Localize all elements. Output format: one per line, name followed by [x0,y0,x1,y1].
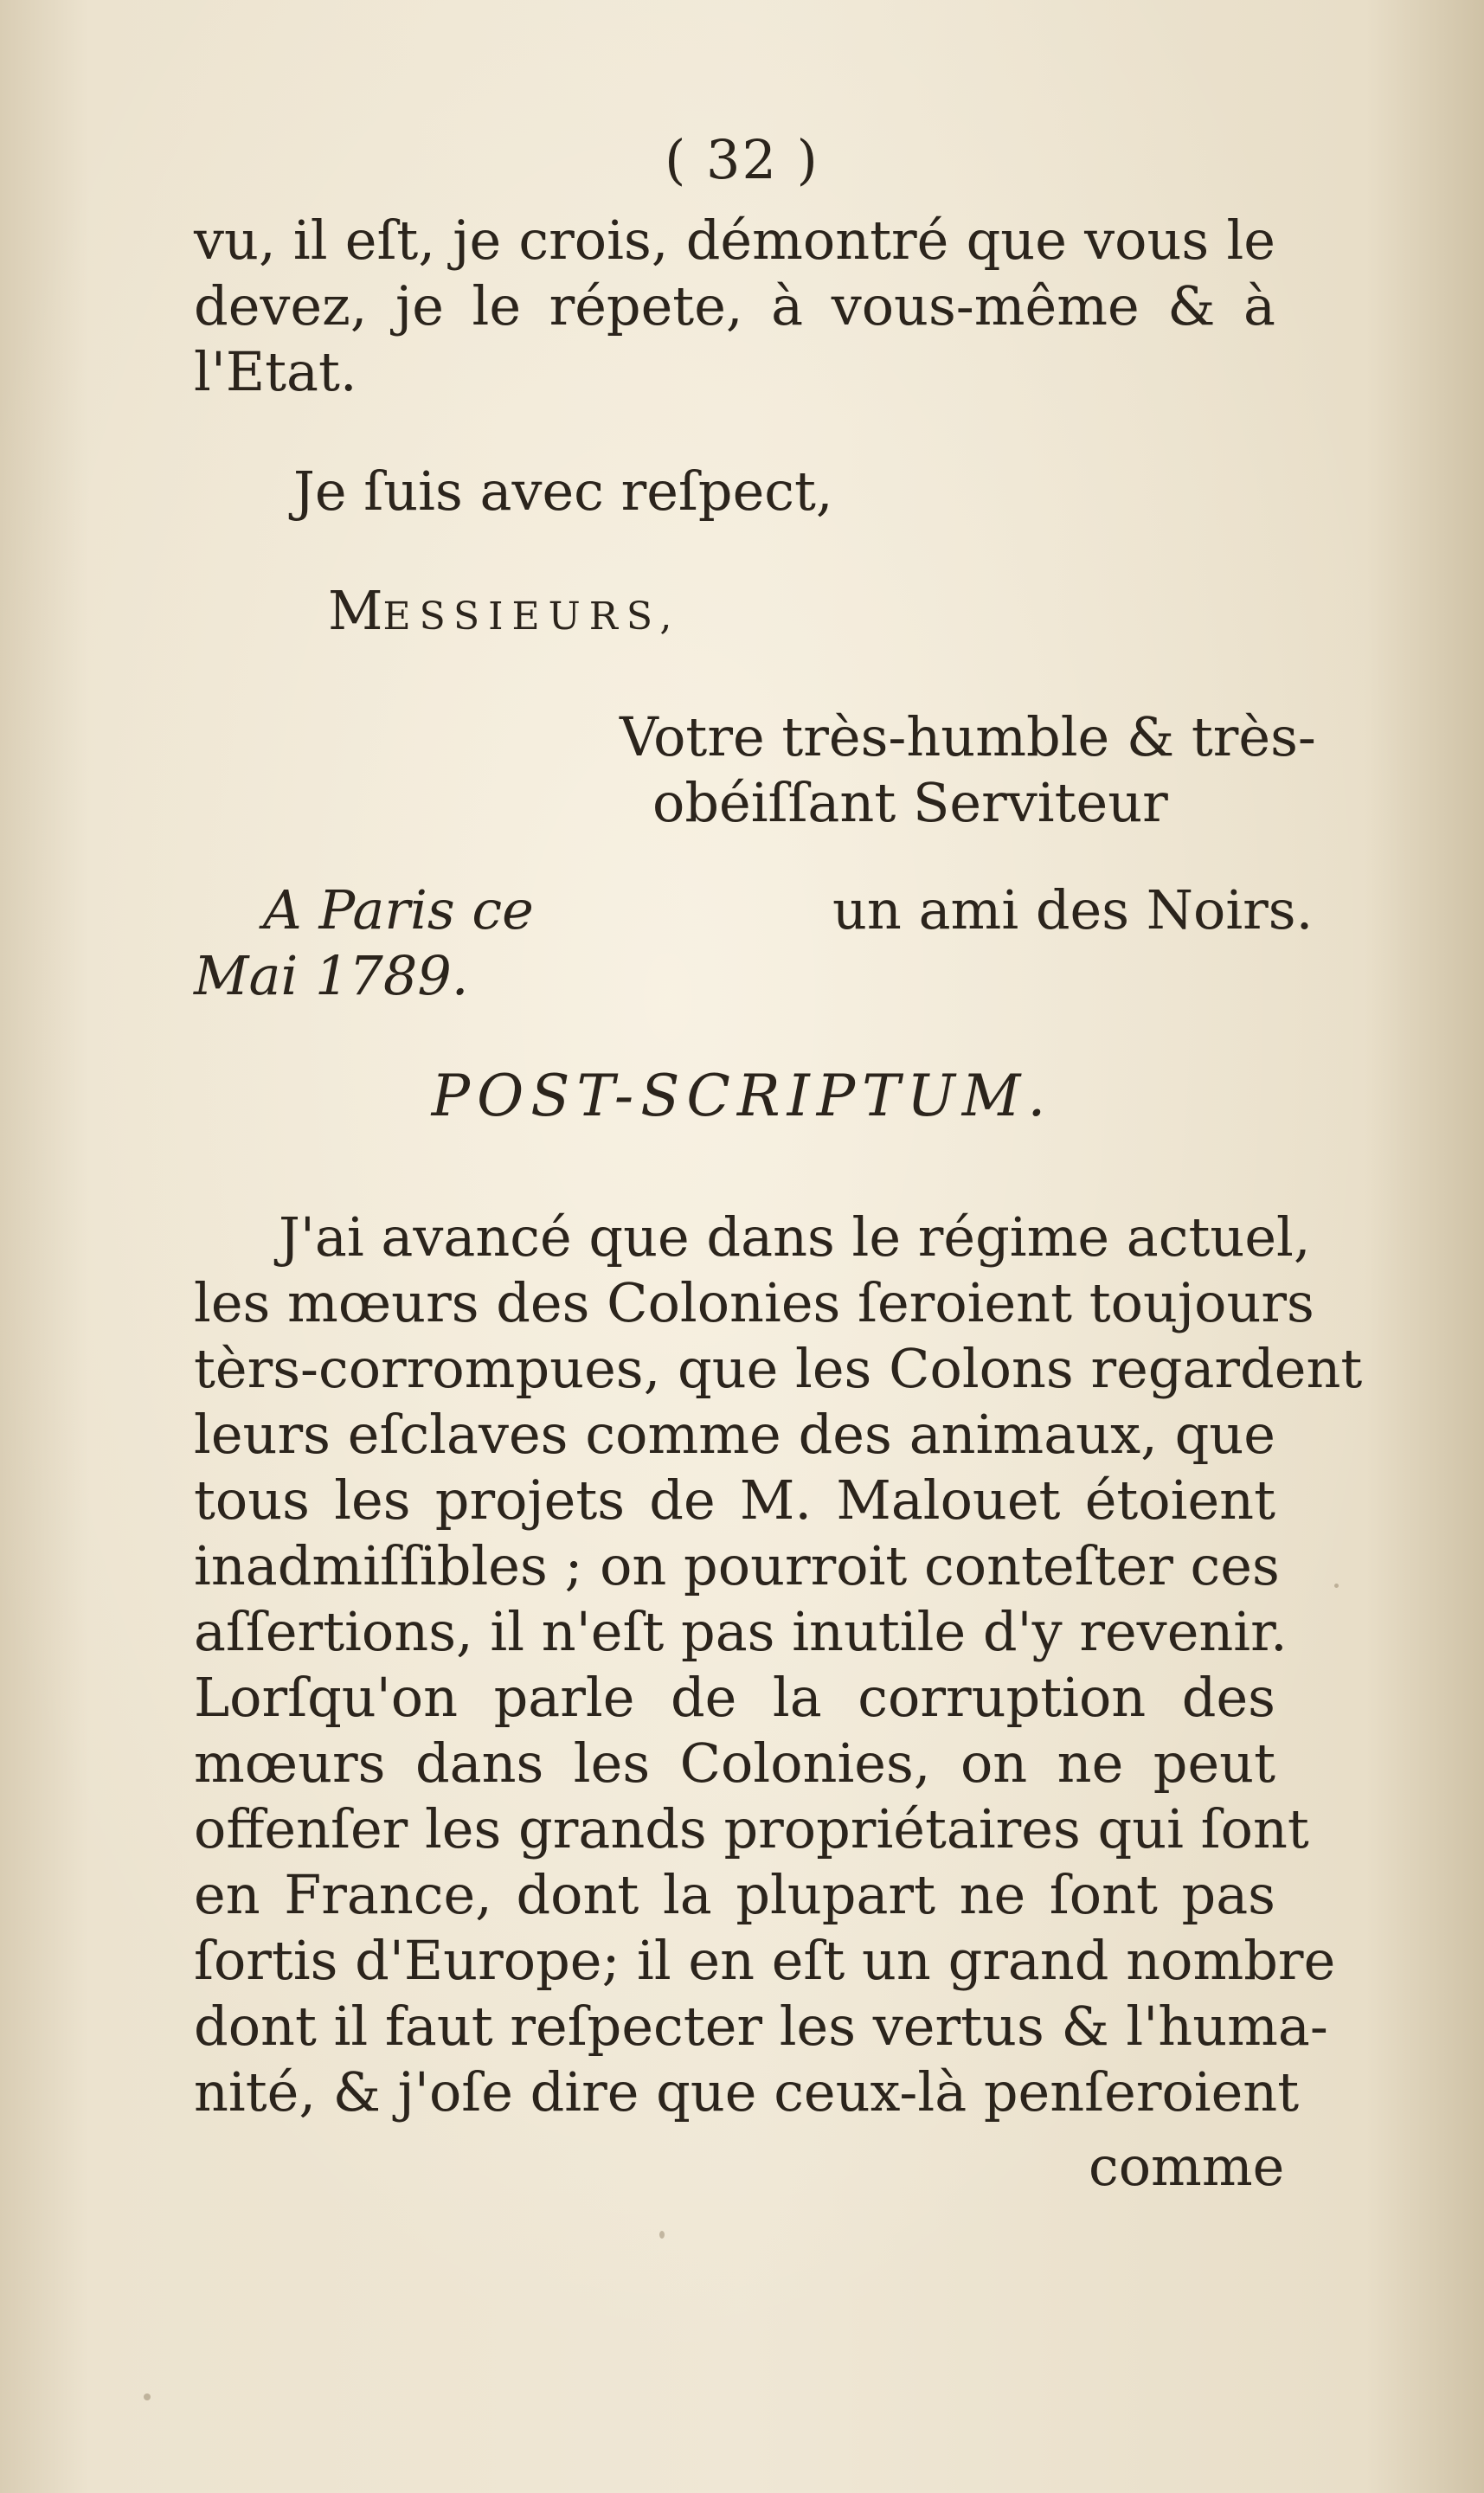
body-line: l'Etat. [194,340,357,403]
paper-spot [144,2393,151,2400]
page-number: ( 32 ) [665,128,819,191]
catchword: comme [1089,2135,1285,2198]
paper-spot [659,2231,665,2239]
address-line [328,578,680,650]
body-line: dont il faut reſpecter les vertus & l'huma- [194,1995,1328,2058]
date-line: Mai 1789. [194,944,469,1007]
body-line: inadmiſſibles ; on pourroit conteſter ces [194,1534,1280,1597]
body-line: devez, je le répete, à vous-même & à [194,274,1275,337]
body-line: J'ai avancé que dans le régime actuel, [279,1205,1311,1269]
signature: un ami des Noirs. [832,878,1314,941]
body-line: aſſertions, il n'eſt pas inutile d'y revenir. [194,1600,1288,1663]
body-line: leurs eſclaves comme des animaux, que [194,1403,1275,1466]
signoff-line: obéiſſant Serviteur [652,771,1168,834]
body-line: tous les projets de M. Malouet étoient [194,1468,1275,1532]
postscript-heading: POST-SCRIPTUM. [431,1063,1053,1129]
body-line: Lorſqu'on parle de la corruption des [194,1666,1275,1729]
body-line: les mœurs des Colonies ſeroient toujours [194,1271,1314,1334]
address-rest: ESSIEURS, [382,594,681,639]
body-line: offenſer les grands propriétaires qui ſont [194,1797,1309,1860]
body-line: en France, dont la plupart ne ſont pas [194,1863,1275,1926]
body-line: vu, il eſt, je crois, démontré que vous le [194,209,1275,272]
signoff-line: Votre très-humble & très- [620,705,1316,768]
address-initial: M [328,579,383,642]
paper-spot [1334,1584,1339,1588]
body-line: ſortis d'Europe; il en eſt un grand nombre [194,1929,1336,1992]
body-line: mœurs dans les Colonies, on ne peut [194,1732,1275,1795]
salutation: Je ſuis avec reſpect, [293,459,833,523]
body-line: tèrs-corrompues, que les Colons regardent [194,1337,1363,1400]
place-line: A Paris ce [263,878,534,941]
body-line: nité, & j'oſe dire que ceux-là penſeroient [194,2060,1300,2124]
